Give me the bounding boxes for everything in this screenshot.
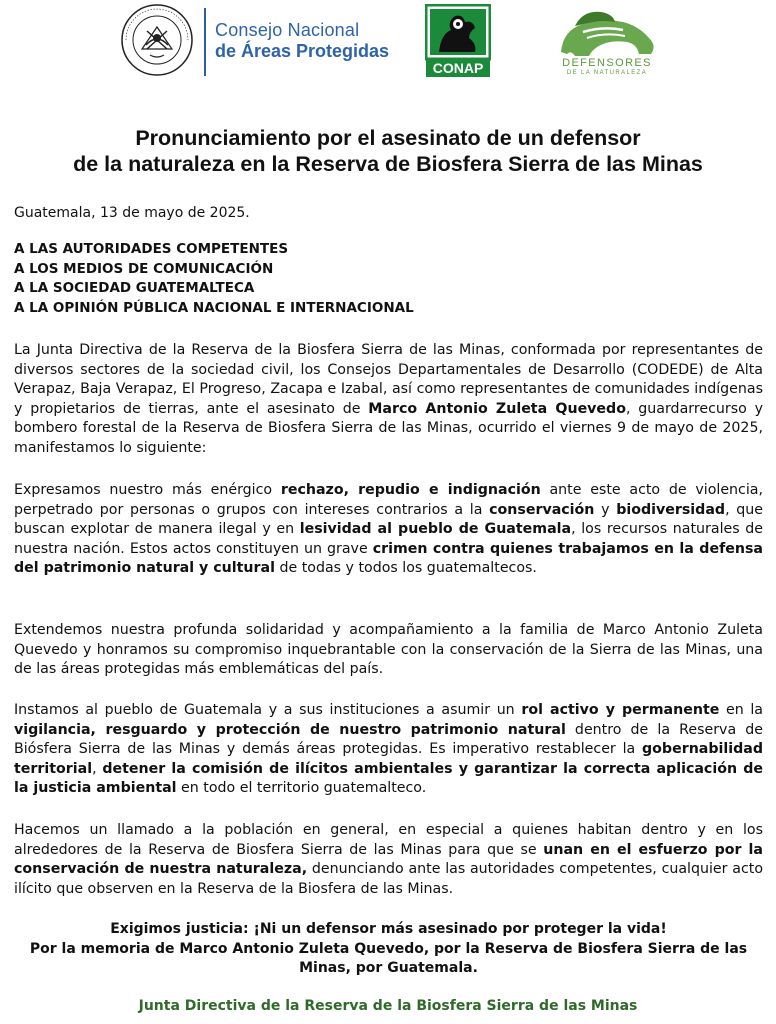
paragraph-solidarity: Extendemos nuestra profunda solidaridad y acompañamiento a la familia de Marco Antonio Zuleta Quevedo y honramos su compromiso inquebrantable con la conservación de la Sierra de las Minas, una de las áreas protegidas más emblemáticas del país. (14, 622, 763, 678)
recipient-item: A LAS AUTORIDADES COMPETENTES (14, 241, 289, 257)
recipient-item: A LA OPINIÓN PÚBLICA NACIONAL E INTERNACIONAL (14, 299, 414, 316)
text-run: , (92, 760, 103, 777)
text-run: dentro de la Reserva de Biósfera Sierra de las Minas y demás áreas protegidas. Es imperativo restablecer la (14, 721, 764, 758)
conap-wordmark (215, 20, 389, 62)
conap-logo-icon (425, 4, 491, 78)
document-title (0, 125, 776, 177)
defensores-line2: DE LA NATURALEZA (566, 70, 648, 76)
closing-statement (14, 920, 763, 979)
text-run: Expresamos nuestro más enérgico (14, 482, 281, 498)
defensores-wordmark (552, 57, 662, 76)
guatemala-seal-icon (120, 3, 194, 77)
text-run: ante este acto de violencia, perpetrado por personas o grupos con intereses contrarios a la (14, 482, 763, 518)
recipient-item: A LOS MEDIOS DE COMUNICACIÓN (14, 260, 274, 277)
anteater-logo-icon (553, 4, 659, 60)
closing-line2: Por la memoria de Marco Antonio Zuleta Quevedo, por la Reserva de Biosfera Sierra de las Minas, por Guatemala. (29, 940, 748, 976)
text-run: en todo el territorio guatemalteco. (176, 780, 427, 797)
signature: Junta Directiva de la Reserva de la Biosfera Sierra de las Minas (138, 998, 638, 1014)
recipients-list (14, 240, 763, 318)
bold-run: gobernabilidad territorial (14, 741, 763, 777)
bold-run: rol activo y permanente (521, 702, 720, 718)
bold-run: rechazo, repudio e indignación (280, 482, 541, 498)
text-run: Instamos al pueblo de Guatemala y a sus instituciones a asumir un (14, 702, 522, 718)
bold-run: conservación (489, 501, 595, 518)
text-run: , que buscan explotar de manera ilegal y en (14, 501, 764, 538)
text-run: de todas y todos los guatemaltecos. (274, 560, 537, 577)
text-run: La Junta Directiva de la Reserva de la Biosfera Sierra de las Minas, conformada por representantes de diversos sectores de la sociedad civil, los Consejos Departamentales de Desarrollo (CODEDE) de Alta Verapaz, Baja Verapaz, El Progreso, Zacapa e Izabal, así como representantes de comunidades indígenas y propietarios de tierras, ante el asesinato de (14, 342, 763, 417)
bold-run: crimen contra quienes trabajamos en la defensa del patrimonio natural y cultural (14, 540, 763, 577)
paragraph-rejection (14, 481, 763, 579)
header-divider (204, 8, 206, 76)
header (0, 0, 776, 90)
bold-run: detener la comisión de ilícitos ambientales y garantizar la correcta aplicación de la justicia ambiental (14, 760, 763, 797)
paragraph-call-population (14, 821, 763, 899)
paragraph-intro (14, 341, 763, 459)
bold-run: lesividad al pueblo de Guatemala (299, 521, 572, 538)
victim-name: Marco Antonio Zuleta Quevedo (368, 400, 626, 417)
bold-run: unan en el esfuerzo por la conservación de nuestra naturaleza, (14, 841, 763, 878)
conap-logo-text: CONAP (432, 60, 484, 76)
bold-run: vigilancia, resguardo y protección de nuestro patrimonio natural (14, 721, 566, 738)
text-run: , los recursos naturales de nuestra nación. Estos actos constituyen un grave (14, 521, 763, 557)
text-run: denunciando ante las autoridades competentes, cualquier acto ilícito que observen en la Reserva de la Biosfera de las Minas. (14, 861, 764, 897)
conap-name-line1: Consejo Nacional (215, 20, 360, 40)
text-run: en la (719, 702, 763, 718)
paragraph-call-institutions (14, 701, 763, 799)
closing-line1: Exigimos justicia: ¡Ni un defensor más asesinado por proteger la vida! (110, 921, 667, 937)
recipient-item: A LA SOCIEDAD GUATEMALTECA (14, 280, 255, 296)
conap-name-line2: de Áreas Protegidas (215, 41, 390, 61)
title-line2: de la naturaleza en la Reserva de Biosfera Sierra de las Minas (73, 152, 703, 176)
title-line1: Pronunciamiento por el asesinato de un defensor (135, 126, 641, 150)
text-run: y (594, 501, 617, 518)
bold-run: biodiversidad (616, 501, 726, 518)
defensores-line1: DEFENSORES (562, 57, 652, 69)
text-run: Hacemos un llamado a la población en general, en especial a quienes habitan dentro y en los alrededores de la Reserva de Biosfera Sierra de las Minas para que se (14, 822, 763, 858)
text-run: , guardarrecurso y bombero forestal de la Reserva de Biosfera Sierra de las Minas, ocurrido el viernes 9 de mayo de 2025, manifestamos lo siguiente: (14, 400, 763, 456)
document-date: Guatemala, 13 de mayo de 2025. (14, 205, 250, 221)
